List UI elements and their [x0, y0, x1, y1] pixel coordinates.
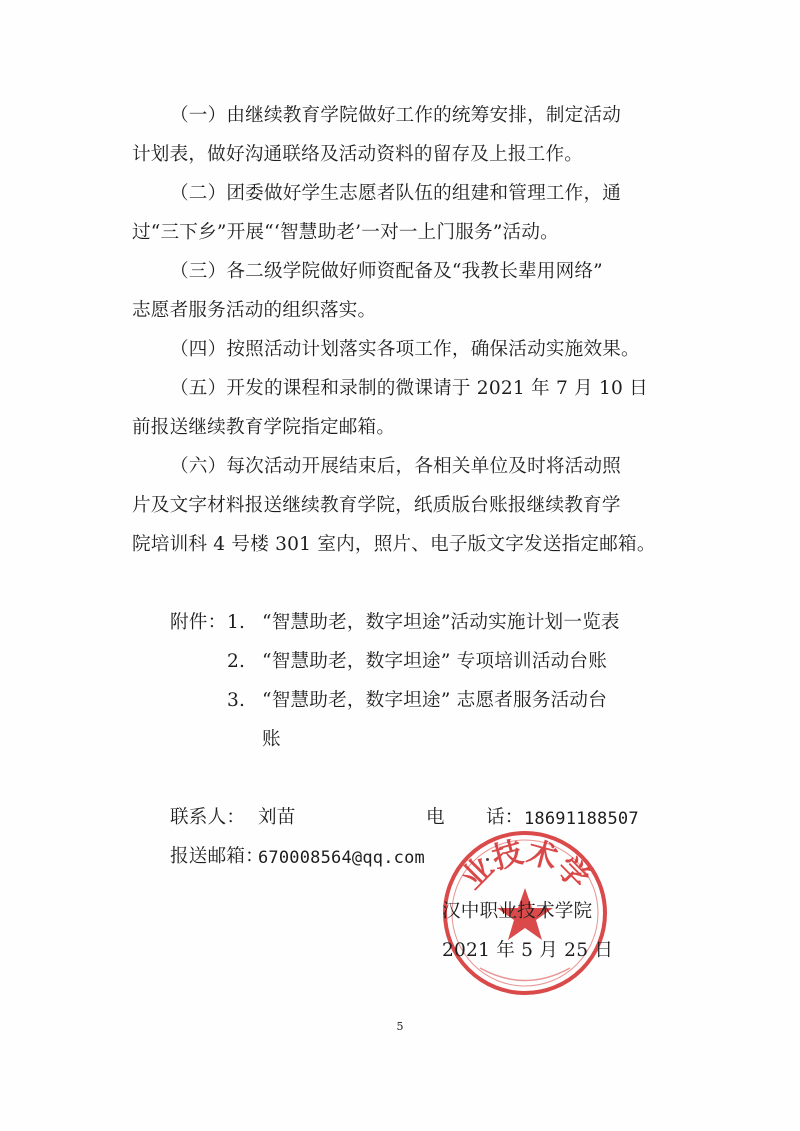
page-number: 5 — [396, 1020, 404, 1033]
attachments-label: 附件： — [170, 612, 227, 633]
paragraph-1-line-2: 计划表，做好沟通联络及活动资料的留存及上报工作。 — [132, 144, 584, 165]
attachment-3-number: 3. — [227, 690, 246, 711]
paragraph-3-line-2: 志愿者服务活动的组织落实。 — [132, 300, 377, 321]
paragraph-3-line-1: （三）各二级学院做好师资配备及“我教长辈用网络” — [170, 261, 603, 282]
email-label: 报送邮箱： — [170, 846, 264, 867]
phone-number: 18691188507 — [524, 809, 639, 829]
paragraph-2-line-2: 过“三下乡”开展“‘智慧助老’一对一上门服务”活动。 — [132, 222, 559, 243]
phone-label-b: 话： — [486, 807, 524, 828]
paragraph-5-line-1: （五）开发的课程和录制的微课请于 2021 年 7 月 10 日 — [170, 378, 648, 399]
issuing-organization: 汉中职业技术学院 — [442, 901, 593, 922]
attachment-2-title: “智慧助老，数字坦途” 专项培训活动台账 — [262, 651, 608, 672]
paragraph-1-line-1: （一）由继续教育学院做好工作的统筹安排，制定活动 — [170, 105, 622, 126]
attachment-1-number: 1. — [227, 612, 246, 633]
paragraph-6-line-1: （六）每次活动开展结束后，各相关单位及时将活动照 — [170, 456, 622, 477]
attachment-1-title: “智慧助老，数字坦途”活动实施计划一览表 — [262, 612, 620, 633]
phone-label-a: 电 — [426, 807, 445, 828]
paragraph-6-line-3: 院培训科 4 号楼 301 室内，照片、电子版文字发送指定邮箱。 — [132, 534, 656, 555]
issue-date: 2021 年 5 月 25 日 — [442, 940, 614, 961]
email-address: 670008564@qq.com — [258, 848, 425, 868]
attachment-2-number: 2. — [227, 651, 246, 672]
seal-text: 业技术学 — [454, 834, 596, 897]
attachment-3-title: “智慧助老，数字坦途” 志愿者服务活动台 — [262, 690, 608, 711]
paragraph-6-line-2: 片及文字材料报送继续教育学院，纸质版台账报继续教育学 — [132, 495, 621, 516]
contact-label: 联系人： — [170, 807, 246, 828]
contact-name: 刘苗 — [258, 807, 296, 828]
paragraph-5-line-2: 前报送继续教育学院指定邮箱。 — [132, 417, 396, 438]
svg-text:业技术学 — [455, 835, 596, 896]
attachment-3-title-cont: 账 — [262, 729, 281, 750]
paragraph-4-line-1: （四）按照活动计划落实各项工作，确保活动实施效果。 — [170, 339, 640, 360]
paragraph-2-line-1: （二）团委做好学生志愿者队伍的组建和管理工作，通 — [170, 183, 622, 204]
